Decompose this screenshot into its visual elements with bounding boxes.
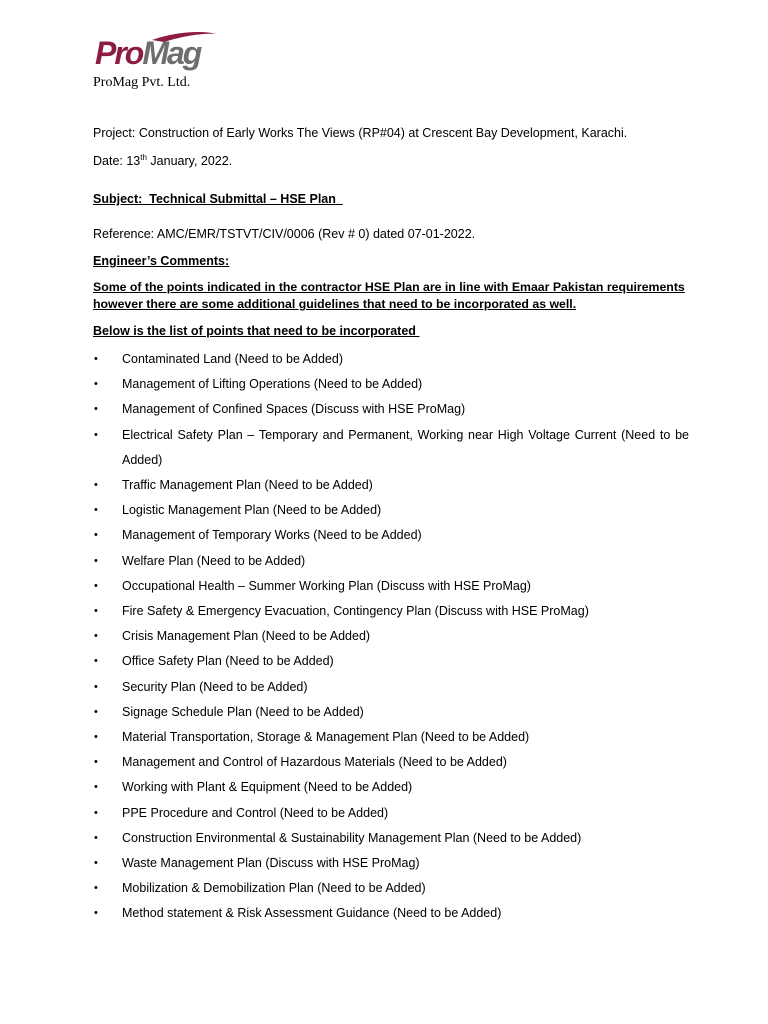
- bullet-icon: •: [94, 831, 98, 844]
- list-item-text: Construction Environmental & Sustainability Management Plan (Need to be Added): [122, 830, 582, 845]
- bullet-icon: •: [94, 882, 98, 895]
- reference-line: Reference: AMC/EMR/TSTVT/CIV/0006 (Rev # 0) dated 07-01-2022.: [93, 227, 476, 241]
- bullet-icon: •: [94, 605, 98, 618]
- bullet-icon: •: [94, 781, 98, 794]
- list-item-text: Method statement & Risk Assessment Guidance (Need to be Added): [122, 906, 502, 921]
- list-item: [93, 725, 693, 750]
- list-item: [93, 851, 693, 876]
- list-item: [93, 649, 693, 674]
- svg-text:ProMag: ProMag: [95, 35, 201, 71]
- bullet-icon: •: [94, 857, 98, 870]
- bullet-icon: •: [94, 529, 98, 542]
- bullet-icon: •: [94, 353, 98, 365]
- bullet-icon: •: [94, 907, 98, 920]
- list-item-text: Management of Temporary Works (Need to be Added): [122, 528, 422, 543]
- list-item-text: PPE Procedure and Control (Need to be Added): [122, 805, 389, 820]
- bullet-icon: •: [94, 705, 98, 718]
- bullet-icon: •: [94, 756, 98, 769]
- list-item: [93, 347, 693, 372]
- list-item-text: Signage Schedule Plan (Need to be Added): [122, 704, 364, 719]
- list-item-text: Fire Safety & Emergency Evacuation, Contingency Plan (Discuss with HSE ProMag): [122, 604, 589, 619]
- subject-line: Subject: Technical Submittal – HSE Plan: [93, 192, 343, 206]
- list-item: [93, 423, 693, 473]
- bullet-icon: •: [94, 504, 98, 517]
- bullet-icon: •: [94, 479, 98, 492]
- list-item: [93, 876, 693, 901]
- bullet-icon: •: [94, 554, 98, 567]
- list-item-text: Logistic Management Plan (Need to be Added): [122, 503, 382, 518]
- list-item: [93, 523, 693, 548]
- list-item-text: Welfare Plan (Need to be Added): [122, 553, 306, 568]
- bullet-icon: •: [94, 655, 98, 668]
- company-name: ProMag Pvt. Ltd.: [93, 75, 191, 90]
- points-list-heading: Below is the list of points that need to be incorporated: [93, 324, 420, 338]
- list-item: [93, 775, 693, 800]
- engineer-comment: [93, 279, 693, 313]
- list-item: [93, 574, 693, 599]
- list-item-text: Management of Confined Spaces (Discuss with HSE ProMag): [122, 402, 466, 417]
- letter-body: [93, 124, 693, 927]
- bullet-icon: •: [94, 806, 98, 819]
- engineer-comment-line-2: however there are some additional guidelines that need to be incorporated as well.: [93, 297, 577, 311]
- list-item: [93, 372, 693, 397]
- bullet-icon: •: [94, 680, 98, 693]
- list-item: [93, 599, 693, 624]
- list-item: [93, 498, 693, 523]
- bullet-icon: •: [94, 428, 98, 441]
- list-item: [93, 901, 693, 926]
- list-item-text: Contaminated Land (Need to be Added): [122, 352, 343, 366]
- bullet-icon: •: [94, 403, 98, 416]
- list-item-text: Crisis Management Plan (Need to be Added): [122, 629, 371, 644]
- list-item-text: Electrical Safety Plan – Temporary and Permanent, Working near High Voltage Current (Need to be Added): [122, 427, 689, 467]
- list-item: [93, 801, 693, 826]
- list-item-text: Office Safety Plan (Need to be Added): [122, 654, 334, 669]
- list-item-text: Material Transportation, Storage & Management Plan (Need to be Added): [122, 730, 530, 745]
- list-item: [93, 549, 693, 574]
- list-item-text: Traffic Management Plan (Need to be Added): [122, 478, 373, 493]
- list-item: [93, 750, 693, 775]
- bullet-icon: •: [94, 378, 98, 391]
- list-item-text: Security Plan (Need to be Added): [122, 679, 308, 694]
- engineer-comments-heading: Engineer’s Comments:: [93, 254, 230, 268]
- bullet-icon: •: [94, 630, 98, 643]
- list-item: [93, 700, 693, 725]
- list-item-text: Working with Plant & Equipment (Need to be Added): [122, 780, 413, 795]
- date-ordinal: th: [140, 152, 147, 162]
- list-item-text: Occupational Health – Summer Working Plan (Discuss with HSE ProMag): [122, 578, 531, 593]
- date-line: [93, 152, 693, 170]
- date-prefix: Date: 13: [93, 154, 141, 168]
- list-item-text: Management and Control of Hazardous Materials (Need to be Added): [122, 755, 507, 770]
- list-item: [93, 473, 693, 498]
- points-list: [93, 347, 693, 927]
- bullet-icon: •: [94, 731, 98, 744]
- list-item: [93, 826, 693, 851]
- promag-logo: [94, 30, 218, 74]
- engineer-comment-line-1: Some of the points indicated in the contractor HSE Plan are in line with Emaar Pakistan requirements: [93, 280, 685, 294]
- project-line: Project: Construction of Early Works The Views (RP#04) at Crescent Bay Development, Karachi.: [93, 126, 628, 140]
- list-item: [93, 624, 693, 649]
- bullet-icon: •: [94, 579, 98, 592]
- promag-logo-mark: [94, 30, 218, 74]
- list-item-text: Mobilization & Demobilization Plan (Need to be Added): [122, 881, 426, 896]
- date-suffix: January, 2022.: [146, 154, 233, 168]
- list-item: [93, 397, 693, 422]
- list-item-text: Waste Management Plan (Discuss with HSE ProMag): [122, 856, 420, 871]
- list-item: [93, 675, 693, 700]
- list-item-text: Management of Lifting Operations (Need to be Added): [122, 377, 423, 392]
